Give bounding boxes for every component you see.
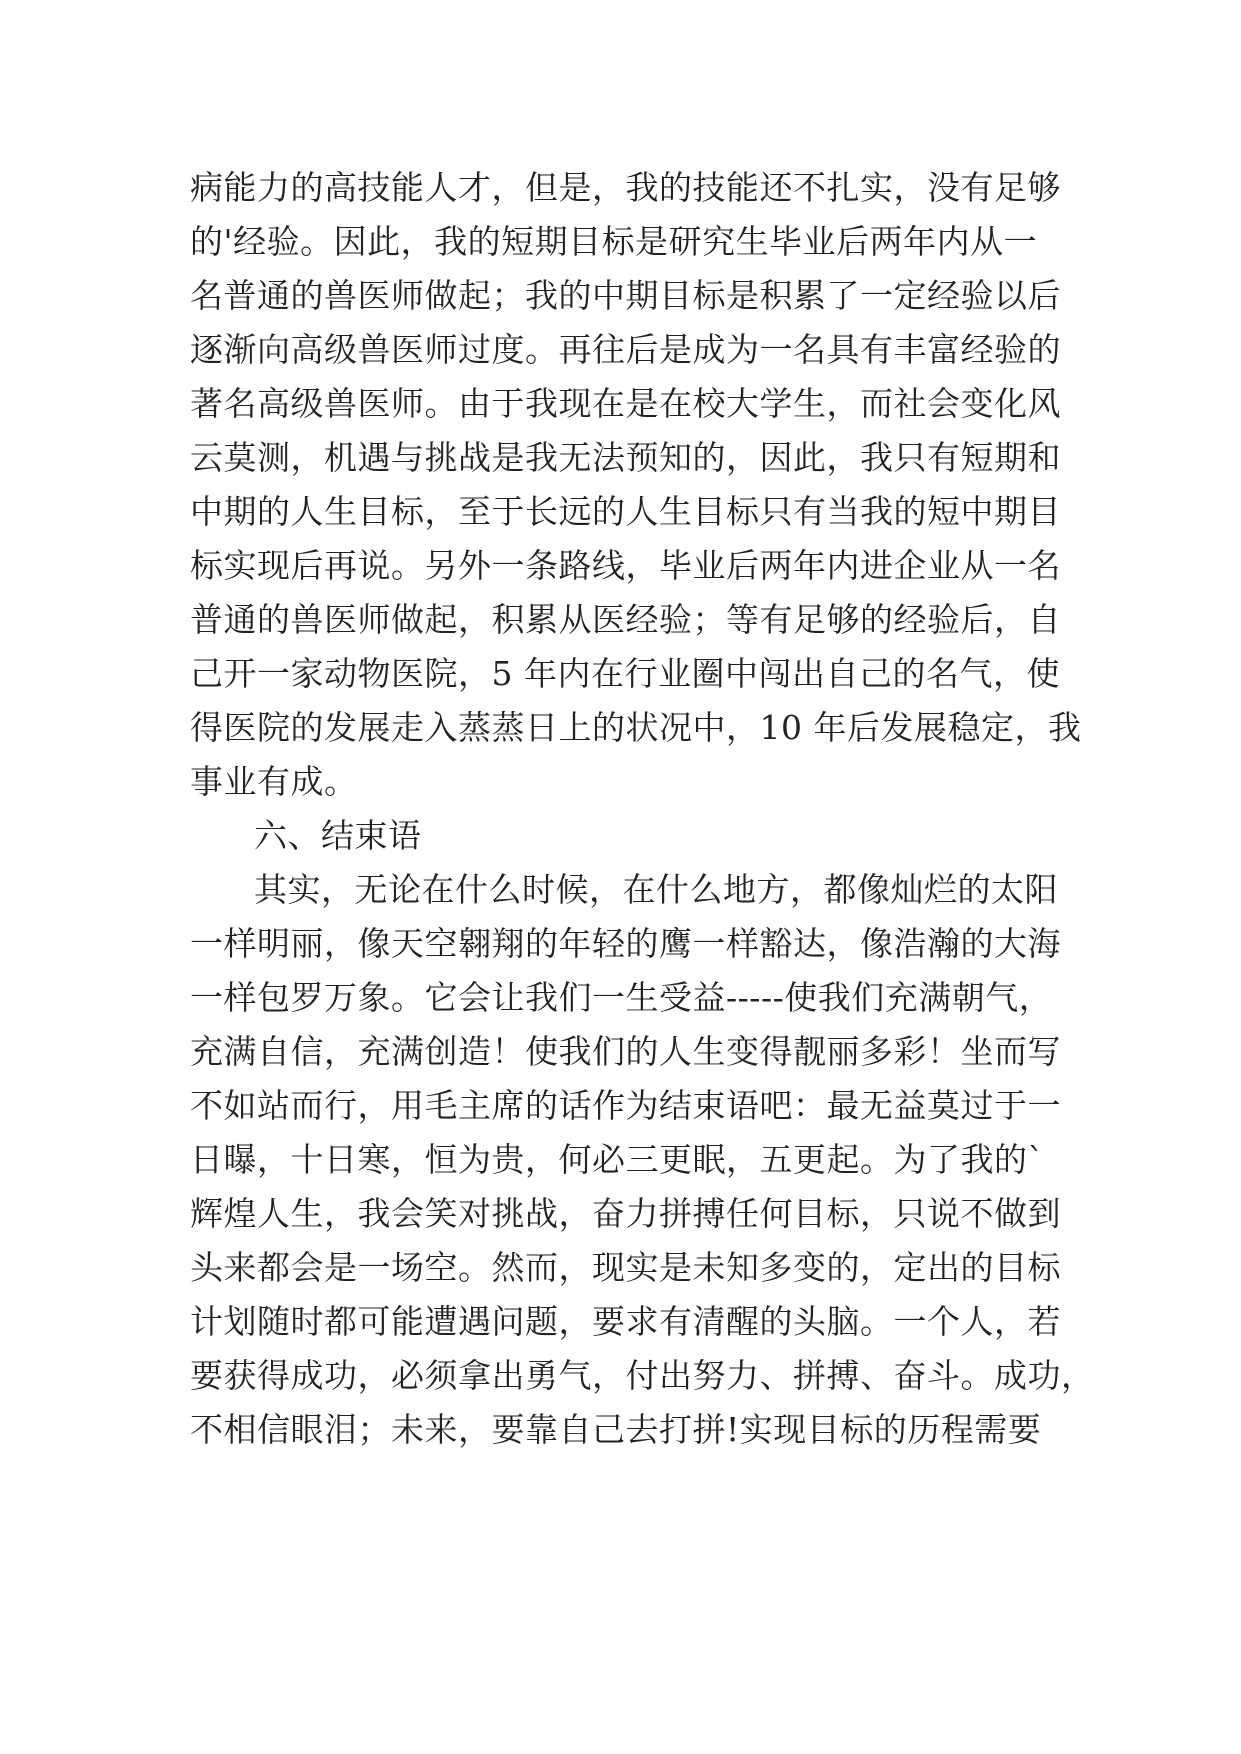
body-text-line: 其实，无论在什么时候，在什么地方，都像灿烂的太阳	[254, 870, 1058, 909]
body-text-line: 不如站而行，用毛主席的话作为结束语吧：最无益莫过于一	[190, 1086, 1061, 1125]
body-text-line: 病能力的高技能人才，但是，我的技能还不扎实，没有足够	[190, 168, 1061, 207]
body-text-line: 一样包罗万象。它会让我们一生受益-----使我们充满朝气，	[190, 978, 1053, 1017]
body-text-line: 普通的兽医师做起，积累从医经验；等有足够的经验后，自	[190, 600, 1061, 639]
body-text-line: 事业有成。	[190, 762, 358, 801]
body-text-line: 充满自信，充满创造！使我们的人生变得靓丽多彩！坐而写	[190, 1032, 1061, 1071]
body-text-line: 日曝，十日寒，恒为贵，何必三更眠，五更起。为了我的`	[190, 1140, 1045, 1179]
body-text-line: 得医院的发展走入蒸蒸日上的状况中，10 年后发展稳定，我	[190, 708, 1082, 747]
body-text-line: 逐渐向高级兽医师过度。再往后是成为一名具有丰富经验的	[190, 330, 1061, 369]
body-text-line: 的'经验。因此，我的短期目标是研究生毕业后两年内从一	[190, 222, 1038, 261]
body-text-line: 要获得成功，必须拿出勇气，付出努力、拼搏、奋斗。成功，	[190, 1356, 1095, 1395]
body-text-line: 标实现后再说。另外一条路线，毕业后两年内进企业从一名	[190, 546, 1061, 585]
body-text-line: 中期的人生目标，至于长远的人生目标只有当我的短中期目	[190, 492, 1061, 531]
body-text-line: 名普通的兽医师做起；我的中期目标是积累了一定经验以后	[190, 276, 1061, 315]
body-text-line: 云莫测，机遇与挑战是我无法预知的，因此，我只有短期和	[190, 438, 1061, 477]
body-text-line: 计划随时都可能遭遇问题，要求有清醒的头脑。一个人，若	[190, 1302, 1061, 1341]
body-text-line: 头来都会是一场空。然而，现实是未知多变的，定出的目标	[190, 1248, 1061, 1287]
body-text-line: 己开一家动物医院，5 年内在行业圈中闯出自己的名气，使	[190, 654, 1060, 693]
body-text-line: 一样明丽，像天空翱翔的年轻的鹰一样豁达，像浩瀚的大海	[190, 924, 1061, 963]
body-text-line: 著名高级兽医师。由于我现在是在校大学生，而社会变化风	[190, 384, 1061, 423]
section-heading: 六、结束语	[254, 816, 422, 855]
body-text-line: 辉煌人生，我会笑对挑战，奋力拼搏任何目标，只说不做到	[190, 1194, 1061, 1233]
body-text-line: 不相信眼泪；未来，要靠自己去打拼!实现目标的历程需要	[190, 1410, 1042, 1449]
